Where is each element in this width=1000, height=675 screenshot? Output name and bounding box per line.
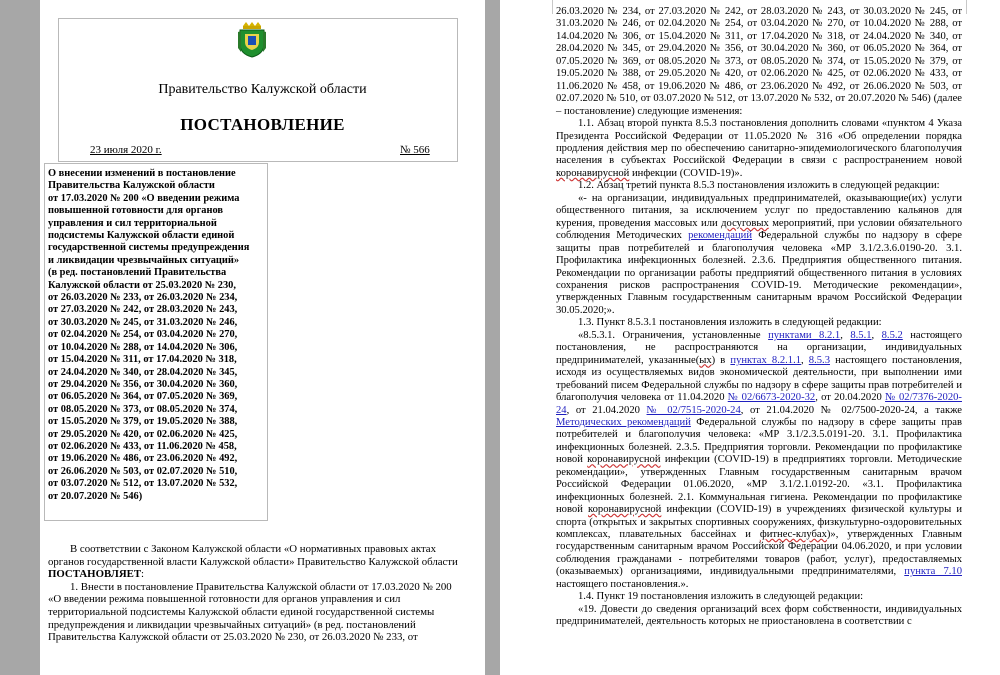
margin-guide xyxy=(966,0,967,14)
subject-line: от 29.04.2020 № 356, от 30.04.2020 № 360, xyxy=(48,378,238,390)
intro-paragraph xyxy=(48,543,458,581)
government-name: Правительство Калужской области xyxy=(158,82,367,97)
intro-text: В соответствии с Законом Калужской области «О нормативных правовых актах органов государственной власти Калужской области» Правительство Калужской области xyxy=(48,543,458,568)
subject-line: от 17.03.2020 № 200 «О введении режима xyxy=(48,192,240,204)
decree-date: 23 июля 2020 г. xyxy=(90,144,162,156)
coat-of-arms-icon xyxy=(237,22,267,58)
item-1-2-paragraph: 1.2. Абзац третий пункта 8.5.3 постановления изложить в следующей редакции: xyxy=(578,180,940,192)
subject-line: от 29.05.2020 № 420, от 02.06.2020 № 425, xyxy=(48,428,238,440)
text-run: инфекции (COVID-19) в учреждениях физической культуры и спорта (открытых и закрытых спортивных сооружениях, физкультурно-оздоровительных комплексах, плавательных бассейнах и xyxy=(556,504,962,541)
document-page-left xyxy=(40,0,485,675)
subject-line: от 06.05.2020 № 364, от 07.05.2020 № 369, xyxy=(48,391,238,403)
subject-line: от 15.04.2020 № 311, от 17.04.2020 № 318, xyxy=(48,354,237,366)
link-8-5-1[interactable]: 8.5.1 xyxy=(850,329,872,341)
subject-line: от 15.05.2020 № 379, от 19.05.2020 № 388, xyxy=(48,416,238,428)
text-run: мероприятий, при условии обязательного соблюдения Методических xyxy=(556,217,962,242)
text-run: Федеральной службы по надзору в сфере защиты прав потребителей и благополучия человека «МР 3.1/2.3.6.0190-20. 3.1. Профилактика инфекционных болезней. 2.3.6. Предприятия общественного питания. Рекомендации по организации работы предприятий общественного питания в условиях сохранения рисков распространения COVID-19. Методические рекомендации», утвержденных Главным государственным санитарным врачом Российской Федерации 30.05.2020;». xyxy=(556,230,962,316)
item-1-1-paragraph xyxy=(556,118,962,180)
intro-colon: : xyxy=(141,568,145,581)
text-run: досуговых xyxy=(721,217,769,229)
letter-link-7515[interactable]: № 02/7515-2020-24 xyxy=(646,404,741,416)
decree-verb: ПОСТАНОВЛЯЕТ xyxy=(48,568,142,581)
subject-line: от 26.06.2020 № 503, от 02.07.2020 № 510, xyxy=(48,465,238,477)
text-run: инфекции (COVID-19)». xyxy=(629,167,743,179)
subject-line: от 19.06.2020 № 486, от 23.06.2020 № 492, xyxy=(48,453,238,465)
subject-line: от 30.03.2020 № 245, от 31.03.2020 № 246, xyxy=(48,316,238,328)
subject-line: от 02.04.2020 № 254, от 03.04.2020 № 270, xyxy=(48,329,238,341)
amendment-list-paragraph: 26.03.2020 № 234, от 27.03.2020 № 242, от 28.03.2020 № 243, от 30.03.2020 № 245, от 31.03.2020 № 246, от 02.04.2020 № 254, от 03.04.2020 № 270, от 10.04.2020 № 288, от 14.04.2020 № 306, от 15.04.2020 № 311, от 17.04.2020 № 318, от 24.04.2020 № 340, от 28.04.2020 № 345, от 29.04.2020 № 356, от 30.04.2020 № 360, от 06.05.2020 № 364, от 07.05.2020 № 369, от 08.05.2020 № 373, от 08.05.2020 № 374, от 15.05.2020 № 379, от 19.05.2020 № 388, от 29.05.2020 № 420, от 02.06.2020 № 425, от 02.06.2020 № 433, от 11.06.2020 № 458, от 19.06.2020 № 486, от 23.06.2020 № 492, от 26.06.2020 № 503, от 02.07.2020 № 510, от 03.07.2020 № 512, от 13.07.2020 № 532, от 20.07.2020 № 546) (далее – постановление) следующие изменения: xyxy=(556,6,962,117)
decree-body-right xyxy=(556,6,962,629)
methodical-recommendations-link[interactable]: Методических рекомендаций xyxy=(556,416,691,428)
item-1-paragraph: 1. Внести в постановление Правительства Калужской области от 17.03.2020 № 200 «О введении режима повышенной готовности для органов управления и сил территориальной подсистемы Калужской области единой государственной системы предупреждения и ликвидации чрезвычайных ситуаций» (в ред. постановлений Правительства Калужской области от 25.03.2020 № 230, от 26.03.2020 № 233, от xyxy=(48,580,452,644)
subject-line: от 10.04.2020 № 288, от 14.04.2020 № 306, xyxy=(48,341,238,353)
link-7-10[interactable]: пункта 7.10 xyxy=(904,566,962,578)
subject-line: от 20.07.2020 № 546) xyxy=(48,490,143,502)
subject-line: О внесении изменений в постановление xyxy=(48,168,236,179)
quoted-paragraph xyxy=(556,193,962,318)
subject-line: управления и сил территориальной xyxy=(48,217,217,229)
item-19-paragraph: «19. Довести до сведения организаций всех форм собственности, индивидуальных предпринимателей, деятельность которых не приостановлена в соответствии с xyxy=(556,603,962,628)
text-run: ) в xyxy=(711,354,731,366)
text-run: «- на организации, индивидуальных предпринимателей, оказывающие(их) услуги общественного питания, за исключением услуг по предоставлению кальянов для курения, проведения массовых или xyxy=(556,192,962,229)
subject-line: от 27.03.2020 № 242, от 28.03.2020 № 243, xyxy=(48,304,238,316)
subject-line: (в ред. постановлений Правительства xyxy=(48,267,227,279)
text-run: настоящего постановления, не распространяются на организации, индивидуальных предпринимателей, указанные( xyxy=(556,329,963,366)
text-run: фитнес-клубах xyxy=(759,529,827,541)
subject-line: государственной системы предупреждения xyxy=(48,242,250,254)
document-type-title: ПОСТАНОВЛЕНИЕ xyxy=(180,115,345,134)
text-run: , xyxy=(801,354,809,366)
subject-line: Правительства Калужской области xyxy=(48,180,215,192)
text-run: Федеральной службы по надзору в сфере защиты прав потребителей и благополучия человека: «МР 3.1/2.3.5.0191-20. 3.1. Профилактика инфекционных болезней. 2.3.5. Предприятия торговли. Рекомендации по профилактике новой xyxy=(556,416,962,466)
item-8-5-3-1-paragraph xyxy=(556,330,962,592)
link-8-2-1-1[interactable]: пунктах 8.2.1.1 xyxy=(730,354,802,366)
margin-guide xyxy=(552,0,553,14)
recommendations-link[interactable]: рекомендаций xyxy=(688,230,752,242)
document-page-right xyxy=(500,0,1000,675)
text-run: , от 21.04.2020 xyxy=(566,404,647,416)
subject-line: от 02.06.2020 № 433, от 11.06.2020 № 458, xyxy=(48,440,237,452)
subject-line: Калужской области от 25.03.2020 № 230, xyxy=(48,279,236,291)
text-run: коронавирусной xyxy=(587,454,661,466)
text-run: настоящего постановления.». xyxy=(556,578,689,590)
subject-line: и ликвидации чрезвычайных ситуаций» xyxy=(48,254,240,266)
text-run: «8.5.3.1. Ограничения, установленные xyxy=(578,329,769,341)
link-8-5-2[interactable]: 8.5.2 xyxy=(881,329,903,341)
text-run: ых xyxy=(699,354,712,366)
decree-body-left xyxy=(48,543,458,644)
letter-link-7376[interactable]: № 02/7376-2020-24 xyxy=(556,392,962,416)
subject-line: подсистемы Калужской области единой xyxy=(48,230,235,242)
link-8-2-1[interactable]: пунктами 8.2.1 xyxy=(768,329,841,341)
item-1-3-paragraph: 1.3. Пункт 8.5.3.1 постановления изложить в следующей редакции: xyxy=(578,317,882,329)
text-run: )», утвержденных Главным государственным санитарным врачом Российской Федерации 04.06.2020, и при условии соблюдения гражданами - потребителями товаров (работ, услуг), предоставляемых (оказываемых) организациями, индивидуальными предпринимателями, xyxy=(556,529,962,578)
subject-line: от 26.03.2020 № 233, от 26.03.2020 № 234, xyxy=(48,292,238,304)
decree-subject xyxy=(48,168,262,503)
text-run: , xyxy=(840,329,851,341)
text-run: , от 21.04.2020 № 02/7500-2020-24, а также xyxy=(740,404,962,416)
text-run: 1.1. Абзац второй пункта 8.5.3 постановления дополнить словами «пунктом 4 Указа Президента Российской Федерации от 11.05.2020 № 316 «Об определении порядка продления действия мер по обеспечению санитарно-эпидемиологического благополучия населения в субъектах Российской Федерации в связи с распространением новой xyxy=(556,118,962,167)
decree-number: № 566 xyxy=(400,144,430,156)
text-run: , от 20.04.2020 xyxy=(815,392,886,404)
text-run: настоящего постановления, исходя из осуществляемых видов экономической деятельности, при выполнении ими требований писем Федеральной службы по надзору в сфере защиты прав потребителей и благополучия человека от 11.04.2020 xyxy=(556,354,963,404)
letter-link-6673[interactable]: № 02/6673-2020-32 xyxy=(727,392,816,404)
link-8-5-3[interactable]: 8.5.3 xyxy=(808,354,830,366)
subject-line: повышенной готовности для органов xyxy=(48,205,224,217)
text-run: коронавирусной xyxy=(588,504,662,516)
text-run: коронавирусной xyxy=(556,167,630,179)
subject-line: от 24.04.2020 № 340, от 28.04.2020 № 345, xyxy=(48,366,238,378)
subject-line: от 03.07.2020 № 512, от 13.07.2020 № 532, xyxy=(48,478,238,490)
subject-line: от 08.05.2020 № 373, от 08.05.2020 № 374, xyxy=(48,403,238,415)
text-run: , xyxy=(871,329,882,341)
text-run: инфекции (COVID-19) в предприятиях торговли. Методические рекомендации», утвержденных Главным государственным санитарным врачом Российской Федерации 01.06.2020, «МР 3.1/2.1.0192-20. «3.1. Профилактика инфекционных болезней. 2.1. Коммунальная гигиена. Рекомендации по профилактике новой xyxy=(556,454,962,516)
item-1-4-paragraph: 1.4. Пункт 19 постановления изложить в следующей редакции: xyxy=(578,591,864,603)
